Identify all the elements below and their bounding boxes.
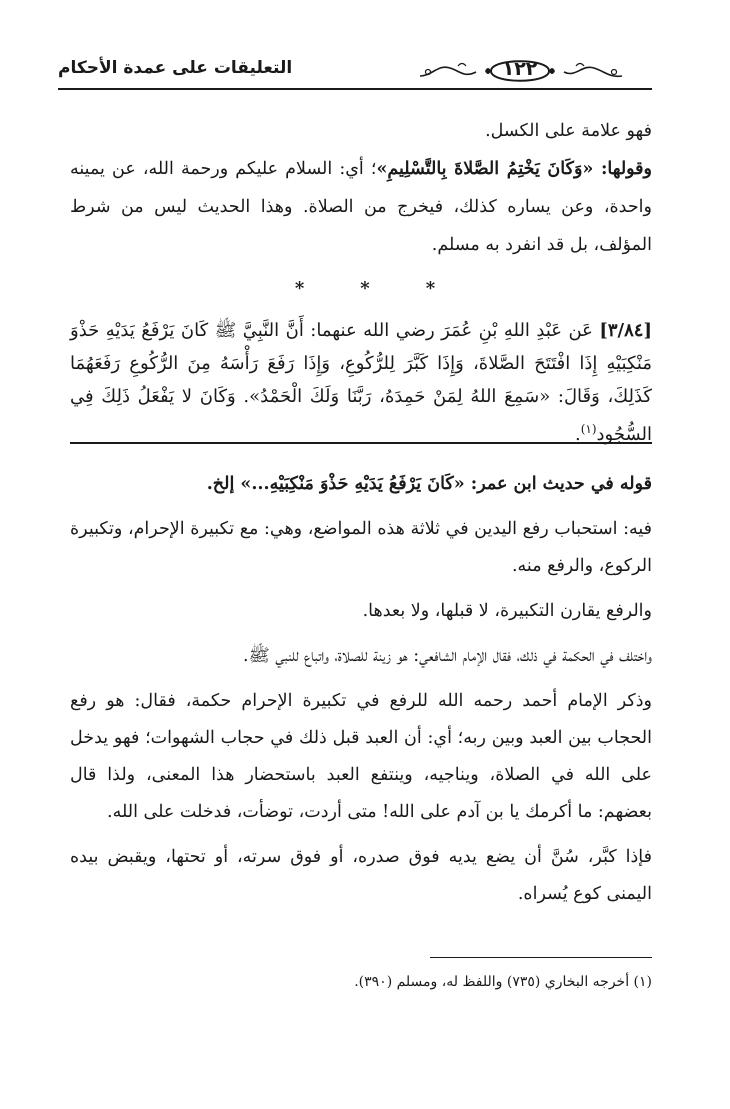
footnote: (١) أخرجه البخاري (٧٣٥) واللفظ له، ومسلم (٣٩٠). <box>354 974 652 990</box>
running-header <box>58 40 652 100</box>
intro-rest: ؛ أي: السلام عليكم ورحمة الله، عن يمينه واحدة، وعن يساره كذلك، فيخرج من الصلاة. وهذا الحديث ليس من شرط المؤلف، بل قد انفرد به مسلم. <box>70 159 652 255</box>
commentary-paragraph: وذكر الإمام أحمد رحمه الله للرفع في تكبيرة الإحرام حكمة، فقال: هو رفع الحجاب بين العبد وبين ربه؛ أي: أن العبد قبل ذلك في حجاب الشهوات؛ فهو يدخل على الله في الصلاة، ويناجيه، وينتفع العبد باستحضار هذا المعنى، ولذا قال بعضهم: ما أكرمك يا بن آدم على الله! متى أردت، توضأت، فدخلت على الله. <box>70 691 652 822</box>
footnote-rule <box>430 957 652 958</box>
footnote-marker: (١) <box>580 422 597 436</box>
ornament-right-icon <box>560 60 624 82</box>
separator-star: * <box>425 278 436 299</box>
commentary-paragraph: والرفع يقارن التكبيرة، لا قبلها، ولا بعدها. <box>362 601 652 621</box>
separator-star: * <box>360 278 370 299</box>
commentary-paragraph: فإذا كبَّر، سُنَّ أن يضع يديه فوق صدره، أو فوق سرته، أو تحتها، ويقبض بيده اليمنى كوع يُسراه. <box>70 847 652 904</box>
intro-lead: وقولها: <box>593 159 653 179</box>
hadith-body: عَن عَبْدِ اللهِ بْنِ عُمَرَ رضي الله عنهما: أَنَّ النَّبِيَّ ﷺ كَانَ يَرْفَعُ يَدَيْهِ حَذْوَ مَنْكِبَيْهِ إِذَا افْتَتَحَ الصَّلاةَ، وَإِذَا كَبَّرَ لِلرُّكُوعِ، وَإِذَا رَفَعَ رَأْسَهُ مِنَ الرُّكُوعِ رَفَعَهُمَا كَذَلِكَ، وَقَالَ: «سَمِعَ اللهُ لِمَنْ حَمِدَهُ، رَبَّنَا وَلَكَ الْحَمْدُ». وَكَانَ لا يَفْعَلُ ذَلِكَ فِي السُّجُودِ <box>70 320 652 445</box>
intro-line: فهو علامة على الكسل. <box>485 121 652 141</box>
section-divider <box>70 442 652 444</box>
intro-paragraph <box>70 150 652 264</box>
section-separator <box>0 278 730 299</box>
commentary-paragraph: واختلف في الحكمة في ذلك، فقال الإمام الشافعي: هو زينة للصلاة، واتباع للنبي ﷺ. <box>243 646 652 666</box>
commentary <box>70 466 652 913</box>
hadith-text <box>70 314 652 451</box>
commentary-paragraph: فيه: استحباب رفع اليدين في ثلاثة هذه المواضع، وهي: مع تكبيرة الإحرام، وتكبيرة الركوع، والرفع منه. <box>70 519 652 576</box>
header-rule <box>58 88 652 90</box>
hadith-end: . <box>574 424 581 445</box>
ornament-left-icon <box>418 60 482 82</box>
book-title: التعليقات على عمدة الأحكام <box>58 58 293 78</box>
page-number: ١٢٢ <box>502 58 538 80</box>
intro-quote: «وَكَانَ يَخْتِمُ الصَّلاةَ بِالتَّسْلِيمِ» <box>376 159 594 179</box>
separator-star: * <box>294 278 305 299</box>
hadith-number: [٣/٨٤] <box>599 320 652 341</box>
commentary-heading: قوله في حديث ابن عمر: «كَانَ يَرْفَعُ يَدَيْهِ حَذْوَ مَنْكِبَيْهِ...» إلخ. <box>206 474 652 494</box>
page-number-badge <box>483 52 557 90</box>
intro-text <box>70 112 652 264</box>
